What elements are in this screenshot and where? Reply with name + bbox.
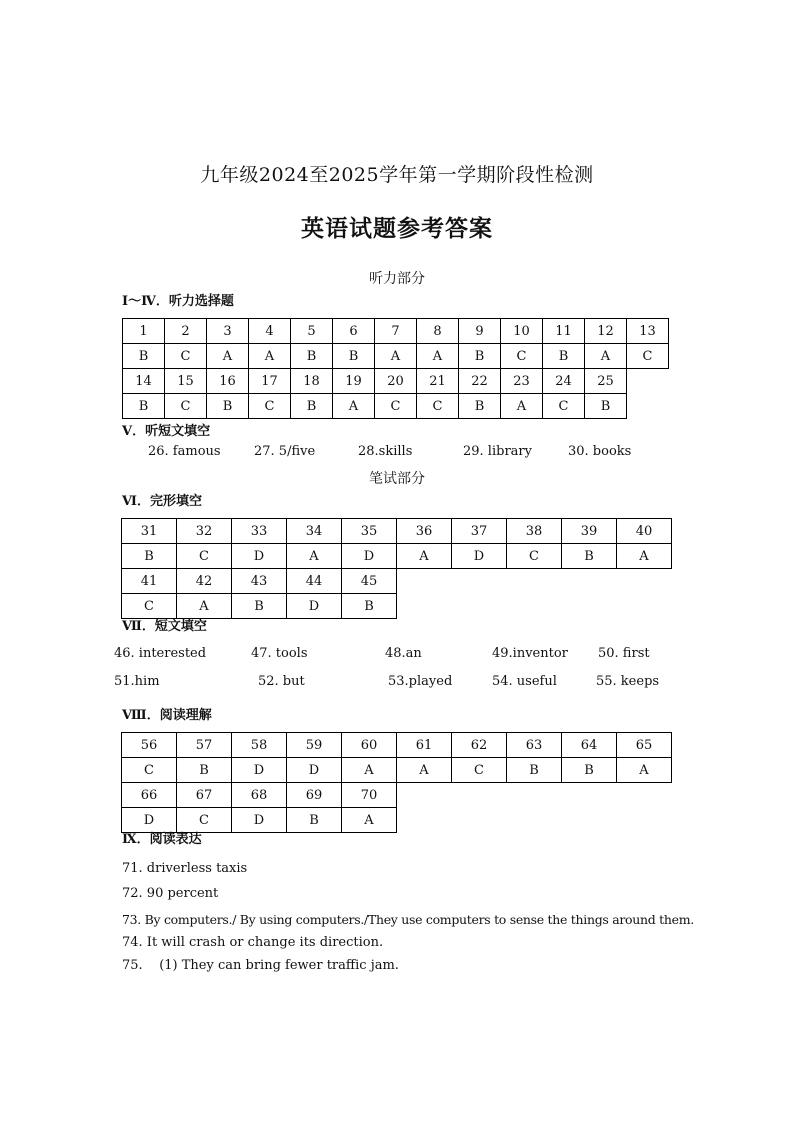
table-row [122,519,672,544]
table-cell: B [287,808,342,833]
table-cell: B [507,758,562,783]
table-cell: B [459,394,501,419]
table-cell: B [232,594,287,619]
table-cell: A [617,544,672,569]
table-cell: 38 [507,519,562,544]
table-cell: C [122,758,177,783]
answer-item: 46. interested [114,646,207,661]
listening-part-title: 听力部分 [369,271,425,287]
table-cell: 43 [232,569,287,594]
table-cell: 44 [287,569,342,594]
table-cell: 13 [627,319,669,344]
table-cell: B [123,344,165,369]
answer-item: 52. but [258,674,305,689]
table-cell: 8 [417,319,459,344]
table-cell: 64 [562,733,617,758]
table-cell: 20 [375,369,417,394]
table-cell: 67 [177,783,232,808]
table-cell: D [287,758,342,783]
answer-table-cloze [121,518,672,619]
table-cell: B [207,394,249,419]
answer-item: 29. library [463,444,532,459]
table-cell: 31 [122,519,177,544]
table-cell: A [207,344,249,369]
table-cell: D [122,808,177,833]
table-cell: 17 [249,369,291,394]
table-row [122,569,672,594]
table-cell: D [232,758,287,783]
table-cell: 2 [165,319,207,344]
table-cell: 59 [287,733,342,758]
section-heading-cloze: Ⅵ．完形填空 [122,494,202,509]
answer-table-listening [122,318,669,419]
table-cell: A [333,394,375,419]
table-cell: A [342,758,397,783]
section-heading-listening-choice: Ⅰ～Ⅳ．听力选择题 [122,294,234,309]
table-cell: B [342,594,397,619]
table-cell: D [232,808,287,833]
table-cell: 11 [543,319,585,344]
section-heading-reading-expression: Ⅸ．阅读表达 [122,832,202,847]
table-cell: A [397,758,452,783]
table-cell: C [543,394,585,419]
answer-item: 48.an [385,646,422,661]
table-row [123,394,669,419]
answer-item: 28.skills [358,444,413,459]
answer-line: 73. By computers./ By using computers./They use computers to sense the things around them. [122,912,694,927]
answer-item: 30. books [568,444,632,459]
table-cell: D [342,544,397,569]
table-cell: 23 [501,369,543,394]
table-cell: 70 [342,783,397,808]
table-row [122,808,672,833]
table-cell: 68 [232,783,287,808]
table-cell: C [627,344,669,369]
table-cell: A [585,344,627,369]
table-cell: 14 [123,369,165,394]
table-cell: A [501,394,543,419]
table-cell: 3 [207,319,249,344]
table-cell: 10 [501,319,543,344]
table-cell: C [165,394,207,419]
table-cell: 9 [459,319,501,344]
table-cell: 6 [333,319,375,344]
table-cell: A [617,758,672,783]
table-row [122,733,672,758]
table-cell: B [123,394,165,419]
section-heading-listening-fill: Ⅴ．听短文填空 [122,424,211,439]
table-cell: 21 [417,369,459,394]
table-cell: D [287,594,342,619]
answer-item: 47. tools [251,646,308,661]
section-heading-passage-fill: Ⅶ．短文填空 [122,619,207,634]
table-row [123,319,669,344]
table-cell: 57 [177,733,232,758]
table-cell: 5 [291,319,333,344]
document-subtitle: 英语试题参考答案 [301,215,493,242]
table-cell: 63 [507,733,562,758]
table-cell: A [417,344,459,369]
table-row [123,369,669,394]
table-cell: A [249,344,291,369]
answer-item: 51.him [114,674,160,689]
answer-item: 54. useful [492,674,557,689]
table-cell: B [122,544,177,569]
table-cell: 18 [291,369,333,394]
table-cell: 25 [585,369,627,394]
answer-item: 26. famous [148,444,221,459]
table-cell: C [122,594,177,619]
table-cell: B [291,394,333,419]
table-row [122,758,672,783]
table-cell: 41 [122,569,177,594]
table-cell: 7 [375,319,417,344]
table-cell: C [177,544,232,569]
table-cell: B [562,758,617,783]
answer-item: 49.inventor [492,646,568,661]
table-cell: 58 [232,733,287,758]
table-cell: 1 [123,319,165,344]
answer-item: 50. first [598,646,650,661]
table-cell: A [177,594,232,619]
table-cell: B [562,544,617,569]
table-cell: B [291,344,333,369]
table-cell: 16 [207,369,249,394]
table-cell: B [459,344,501,369]
table-cell: 60 [342,733,397,758]
table-row [123,344,669,369]
writing-part-title: 笔试部分 [369,471,425,487]
table-cell: 36 [397,519,452,544]
section-heading-reading: Ⅷ．阅读理解 [122,708,212,723]
answer-line: 75. (1) They can bring fewer traffic jam. [122,958,399,973]
document-title: 九年级2024至2025学年第一学期阶段性检测 [200,164,594,186]
table-cell: 22 [459,369,501,394]
answer-item: 55. keeps [596,674,660,689]
answer-table-reading [121,732,672,833]
table-row [122,544,672,569]
table-cell: A [287,544,342,569]
table-cell: 35 [342,519,397,544]
table-cell: D [452,544,507,569]
answer-line: 74. It will crash or change its direction. [122,935,384,950]
table-cell: 66 [122,783,177,808]
table-cell: A [342,808,397,833]
table-cell: 62 [452,733,507,758]
answer-item: 27. 5/five [254,444,316,459]
table-cell: C [501,344,543,369]
table-cell: 39 [562,519,617,544]
table-cell: 45 [342,569,397,594]
answer-line: 72. 90 percent [122,886,219,901]
table-cell: C [249,394,291,419]
table-row [122,783,672,808]
table-cell: B [177,758,232,783]
table-cell: 32 [177,519,232,544]
table-cell: B [585,394,627,419]
answer-item: 53.played [388,674,453,689]
table-cell: 24 [543,369,585,394]
answer-line: 71. driverless taxis [122,861,248,876]
table-cell: B [333,344,375,369]
table-cell: C [165,344,207,369]
table-cell: 61 [397,733,452,758]
table-cell: 69 [287,783,342,808]
table-cell: 37 [452,519,507,544]
table-cell: A [397,544,452,569]
table-cell: 12 [585,319,627,344]
table-cell: 40 [617,519,672,544]
table-cell: A [375,344,417,369]
table-cell: 33 [232,519,287,544]
table-cell: C [177,808,232,833]
table-cell: 34 [287,519,342,544]
table-cell: 4 [249,319,291,344]
table-cell: 15 [165,369,207,394]
table-cell: 65 [617,733,672,758]
table-cell: C [417,394,459,419]
table-cell: 56 [122,733,177,758]
table-cell: D [232,544,287,569]
table-cell: 19 [333,369,375,394]
table-cell: B [543,344,585,369]
table-cell: C [452,758,507,783]
table-cell: C [375,394,417,419]
table-cell: 42 [177,569,232,594]
table-cell: C [507,544,562,569]
